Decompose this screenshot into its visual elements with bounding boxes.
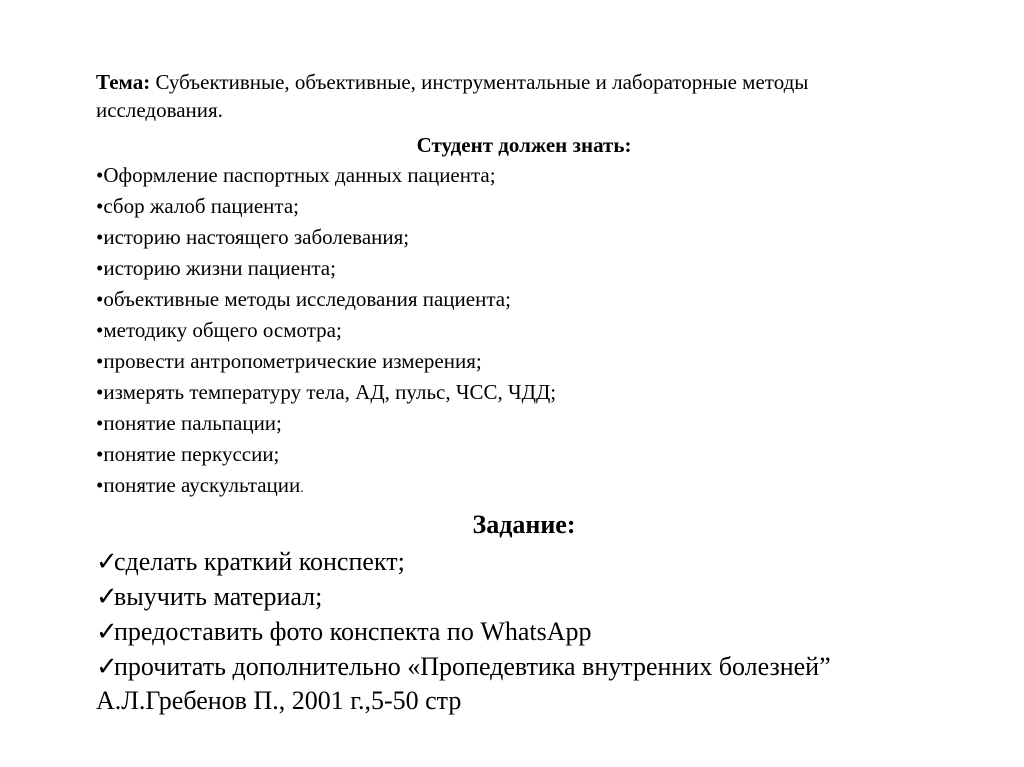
know-heading: Студент должен знать: bbox=[416, 133, 632, 157]
know-item: •понятие перкуссии; bbox=[96, 442, 280, 466]
task-list bbox=[96, 544, 916, 684]
checkmark-icon: ✓ bbox=[96, 617, 118, 646]
know-item-last-period: . bbox=[300, 481, 304, 496]
know-item-last bbox=[96, 470, 916, 504]
task-item bbox=[96, 614, 916, 649]
topic-paragraph bbox=[96, 68, 916, 124]
know-item: •понятие пальпации; bbox=[96, 411, 282, 435]
know-list bbox=[96, 160, 916, 504]
checkmark-icon: ✓ bbox=[96, 547, 118, 576]
know-item: •Оформление паспортных данных пациента; bbox=[96, 163, 496, 187]
know-item: •измерять температуру тела, АД, пульс, ЧСС, ЧДД; bbox=[96, 380, 557, 404]
slide-content bbox=[96, 68, 916, 718]
know-item: •объективные методы исследования пациента; bbox=[96, 287, 511, 311]
know-item: •сбор жалоб пациента; bbox=[96, 194, 299, 218]
task-item-text: выучить материал; bbox=[114, 582, 323, 611]
task-item-text: предоставить фото конспекта по WhatsApp bbox=[114, 617, 592, 646]
task-item-text: прочитать дополнительно «Пропедевтика внутренних болезней” bbox=[114, 652, 831, 681]
checkmark-icon: ✓ bbox=[96, 652, 118, 681]
know-item: •методику общего осмотра; bbox=[96, 318, 342, 342]
task-item-text: сделать краткий конспект; bbox=[114, 547, 405, 576]
task-item bbox=[96, 544, 916, 579]
checkmark-icon: ✓ bbox=[96, 582, 118, 611]
topic-label: Тема: bbox=[96, 70, 151, 94]
task-item bbox=[96, 649, 916, 684]
know-item: •историю жизни пациента; bbox=[96, 256, 336, 280]
citation: А.Л.Гребенов П., 2001 г.,5-50 стр bbox=[96, 686, 462, 715]
task-heading: Задание: bbox=[472, 510, 576, 539]
know-item: •историю настоящего заболевания; bbox=[96, 225, 410, 249]
know-item: •провести антропометрические измерения; bbox=[96, 349, 482, 373]
know-item-last-text: •понятие аускультации bbox=[96, 473, 301, 497]
topic-text: Субъективные, объективные, инструментальные и лабораторные методы исследования. bbox=[96, 70, 809, 122]
task-item bbox=[96, 579, 916, 614]
